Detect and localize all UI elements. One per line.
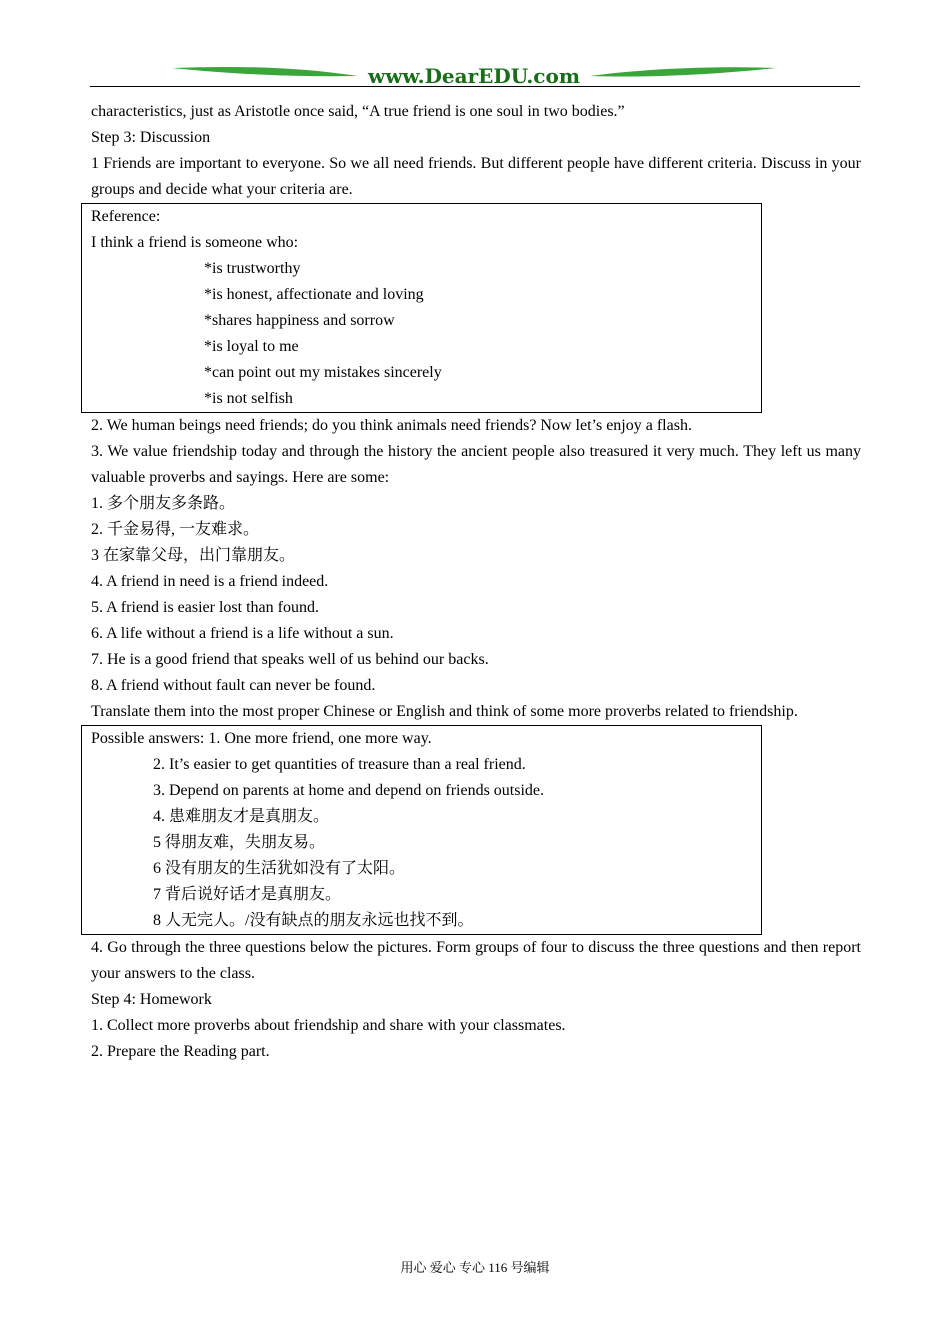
- reference-box: [81, 203, 762, 413]
- translate-instruction: Translate them into the most proper Chinese or English and think of some more proverbs related to friendship.: [91, 703, 798, 720]
- answer-item: 3. Depend on parents at home and depend on friends outside.: [153, 782, 545, 799]
- question-3: 3. We value friendship today and through the history the ancient people also treasured it very much. They left us many valuable proverbs and sayings. Here are some:: [91, 443, 861, 486]
- answer-item: 7 背后说好话才是真朋友。: [153, 886, 342, 903]
- reference-item: *is loyal to me: [204, 338, 299, 355]
- proverb-item: 3 在家靠父母，出门靠朋友。: [91, 547, 296, 564]
- proverb-item: 4. A friend in need is a friend indeed.: [91, 573, 329, 590]
- reference-item: *is trustworthy: [204, 260, 301, 277]
- reference-item: *is not selfish: [204, 390, 293, 407]
- question-2: 2. We human beings need friends; do you think animals need friends? Now let’s enjoy a flash.: [91, 417, 692, 434]
- page-footer: 用心 爱心 专心 116 号编辑: [400, 1260, 550, 1275]
- answer-first: Possible answers: 1. One more friend, one more way.: [91, 730, 432, 747]
- proverb-item: 8. A friend without fault can never be found.: [91, 677, 376, 694]
- intro-continuation: characteristics, just as Aristotle once said, “A true friend is one soul in two bodies.”: [91, 103, 625, 120]
- proverb-item: 2. 千金易得, 一友难求。: [91, 521, 260, 538]
- reference-lead: I think a friend is someone who:: [91, 234, 299, 251]
- homework-item: 2. Prepare the Reading part.: [91, 1043, 270, 1060]
- proverb-item: 7. He is a good friend that speaks well of us behind our backs.: [91, 651, 489, 668]
- question-1: 1 Friends are important to everyone. So we all need friends. But different people have different criteria. Discuss in your groups and decide what your criteria are.: [91, 155, 861, 198]
- logo-text: www.DearEDU.com: [367, 64, 581, 88]
- reference-item: *is honest, affectionate and loving: [204, 286, 424, 303]
- question-4: 4. Go through the three questions below the pictures. Form groups of four to discuss the three questions and then report your answers to the class.: [91, 939, 861, 982]
- proverb-item: 6. A life without a friend is a life without a sun.: [91, 625, 394, 642]
- proverb-item: 1. 多个朋友多条路。: [91, 495, 236, 512]
- answer-item: 8 人无完人。/没有缺点的朋友永远也找不到。: [153, 912, 474, 929]
- reference-item: *can point out my mistakes sincerely: [204, 364, 442, 381]
- homework-item: 1. Collect more proverbs about friendship and share with your classmates.: [91, 1017, 566, 1034]
- answers-box: [81, 725, 762, 935]
- answer-item: 6 没有朋友的生活犹如没有了太阳。: [153, 860, 406, 877]
- answer-item: 2. It’s easier to get quantities of treasure than a real friend.: [153, 756, 526, 773]
- reference-title: Reference:: [91, 208, 161, 225]
- answer-item: 4. 患难朋友才是真朋友。: [153, 808, 330, 825]
- document-body: [91, 99, 861, 1065]
- answer-item: 5 得朋友难，失朋友易。: [153, 834, 326, 851]
- step4-heading: Step 4: Homework: [91, 991, 212, 1008]
- proverb-item: 5. A friend is easier lost than found.: [91, 599, 319, 616]
- reference-item: *shares happiness and sorrow: [204, 312, 395, 329]
- step3-heading: Step 3: Discussion: [91, 129, 211, 146]
- header-rule: [90, 86, 860, 87]
